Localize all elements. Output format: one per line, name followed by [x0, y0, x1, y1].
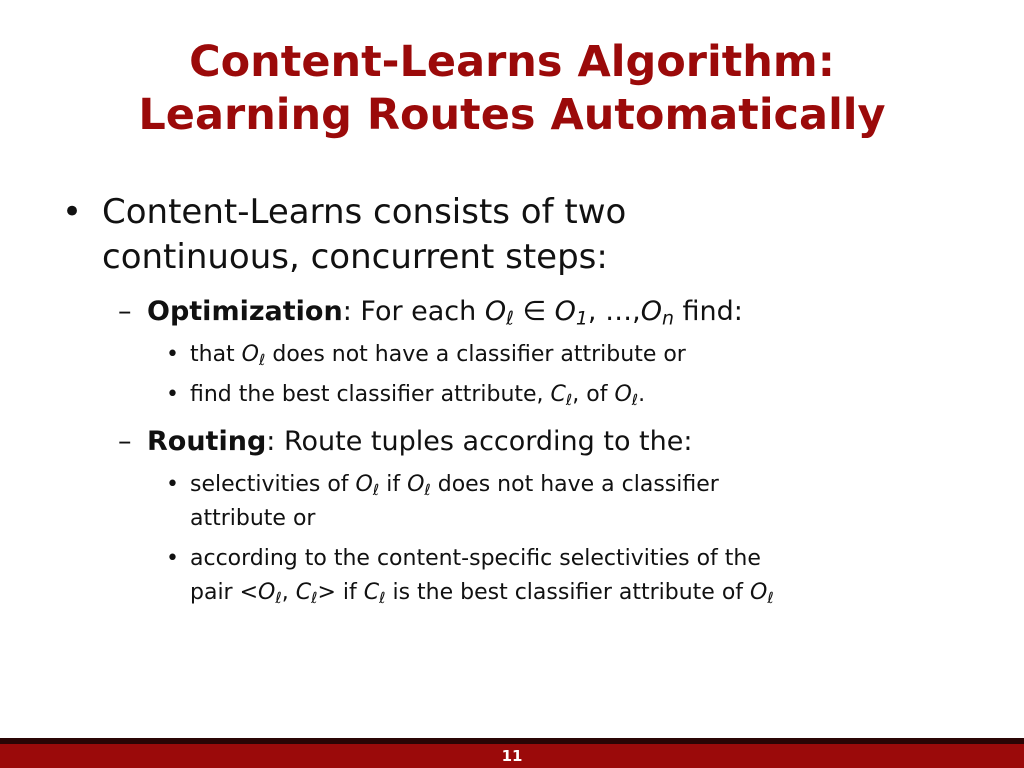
text: find the best classifier attribute, — [190, 382, 551, 407]
route-sub-2-line2 — [190, 577, 774, 609]
bullet-dot: • — [166, 472, 179, 497]
page-number: 11 — [501, 747, 523, 765]
var-O: O — [258, 580, 276, 605]
sub-1: 1 — [575, 307, 588, 330]
sub-n: n — [661, 307, 674, 330]
var-O: O — [554, 296, 576, 327]
opt-text: : For each — [342, 296, 485, 327]
text: is the best classifier attribute of — [385, 580, 751, 605]
var-C: C — [363, 580, 380, 605]
title-line-2: Learning Routes Automatically — [138, 90, 886, 140]
text: , — [281, 580, 296, 605]
var-O: O — [750, 580, 768, 605]
var-O: O — [241, 342, 259, 367]
bullet-dot: • — [62, 192, 83, 232]
text: > if — [317, 580, 364, 605]
text: . — [638, 382, 646, 407]
sub-ell: ℓ — [631, 390, 639, 409]
optimization-line — [147, 294, 743, 330]
var-C: C — [295, 580, 312, 605]
text: does not have a classifier attribute or — [265, 342, 686, 367]
bullet-l1-line1: Content-Learns consists of two — [102, 192, 627, 232]
text: that — [190, 342, 242, 367]
sub-ell: ℓ — [424, 480, 431, 499]
var-O: O — [484, 296, 507, 327]
routing-label: Routing — [147, 426, 267, 457]
find-text: find: — [673, 296, 743, 327]
text: selectivities of — [190, 472, 356, 497]
dash-mark: – — [118, 426, 132, 457]
sub-ell: ℓ — [372, 480, 380, 499]
opt-sub-2 — [190, 379, 645, 411]
optimization-label: Optimization — [147, 296, 343, 327]
ellipsis: …, — [605, 296, 641, 327]
comma: , — [587, 296, 606, 327]
sub-ell: ℓ — [259, 350, 266, 369]
opt-sub-1 — [190, 339, 686, 371]
var-O: O — [614, 382, 632, 407]
text: pair < — [190, 580, 259, 605]
sub-ell: ℓ — [506, 307, 514, 330]
text: does not have a classifier — [430, 472, 719, 497]
routing-line — [147, 424, 692, 460]
title-line-1: Content-Learns Algorithm: — [189, 37, 835, 87]
text: , of — [572, 382, 615, 407]
bullet-dot: • — [166, 342, 179, 367]
route-sub-2-line1: according to the content-specific selectivities of the — [190, 546, 761, 571]
sub-ell: ℓ — [767, 588, 774, 607]
route-sub-1-line1 — [190, 469, 719, 501]
sub-ell: ℓ — [565, 390, 573, 409]
var-C: C — [550, 382, 566, 407]
bullet-dot: • — [166, 546, 179, 571]
dash-mark: – — [118, 296, 132, 327]
elem-symbol: ∈ — [513, 296, 555, 327]
var-O: O — [355, 472, 373, 497]
sub-ell: ℓ — [275, 588, 282, 607]
route-sub-1-line2: attribute or — [190, 506, 316, 531]
sub-ell: ℓ — [311, 588, 318, 607]
bullet-l1-line2: continuous, concurrent steps: — [102, 237, 608, 277]
var-O: O — [407, 472, 425, 497]
var-O: O — [640, 296, 662, 327]
text: if — [379, 472, 408, 497]
sub-ell: ℓ — [379, 588, 386, 607]
footer-bar — [0, 744, 1024, 768]
bullet-dot: • — [166, 382, 179, 407]
routing-text: : Route tuples according to the: — [266, 426, 693, 457]
